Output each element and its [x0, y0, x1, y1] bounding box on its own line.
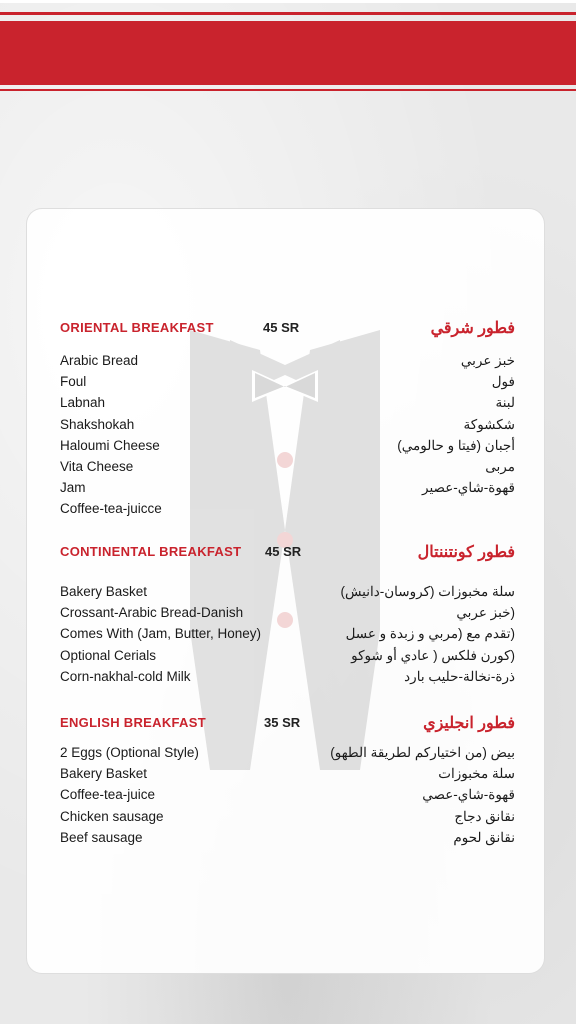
section-price: 45 SR	[263, 320, 300, 335]
list-item	[60, 766, 515, 787]
item-ar: مربى	[485, 458, 515, 474]
item-ar: فول	[491, 374, 515, 390]
item-ar: لبنة	[495, 395, 515, 411]
item-en: 2 Eggs (Optional Style)	[60, 745, 199, 760]
section-oriental-header	[60, 320, 515, 340]
list-item	[60, 669, 515, 690]
item-en: Haloumi Cheese	[60, 437, 160, 453]
list-item	[60, 374, 515, 395]
item-en: Labnah	[60, 395, 106, 411]
section-title-ar: فطور انجليزي	[423, 715, 515, 732]
header-red-band	[0, 21, 576, 85]
item-ar: (كورن فلكس ( عادي أو شوكو	[351, 647, 515, 663]
section-title-ar: فطور كونتننتال	[417, 544, 515, 561]
item-en: Optional Cerials	[60, 647, 157, 663]
item-ar: أجبان (فيتا و حالومي)	[397, 437, 515, 453]
list-item	[60, 395, 515, 416]
item-en: Crossant-Arabic Bread-Danish	[60, 605, 244, 621]
item-en: Foul	[60, 374, 87, 390]
list-item	[60, 584, 515, 605]
list-item	[60, 417, 515, 438]
list-item	[60, 648, 515, 669]
item-ar: خبز عربي	[460, 353, 515, 368]
item-en: Bakery Basket	[60, 584, 148, 599]
list-item	[60, 605, 515, 626]
item-ar: نقانق لحوم	[453, 829, 515, 845]
section-title-en: ORIENTAL BREAKFAST	[60, 320, 214, 335]
item-ar: ذرة-نخالة-حليب بارد	[404, 668, 515, 684]
section-price: 45 SR	[265, 544, 302, 559]
item-ar: (تقدم مع (مربي و زبدة و عسل	[345, 626, 515, 642]
item-ar: سلة مخبوزات	[438, 766, 515, 782]
section-english-header	[60, 715, 515, 735]
list-item	[60, 480, 515, 501]
item-ar: (خبز عربي	[456, 605, 515, 621]
item-ar: قهوة-شاي-عصي	[422, 787, 515, 803]
item-ar: نقانق دجاج	[454, 808, 515, 824]
item-en: Arabic Bread	[60, 353, 139, 368]
list-item	[60, 438, 515, 459]
list-item	[60, 830, 515, 851]
section-english-items	[60, 745, 515, 851]
section-title-en: ENGLISH BREAKFAST	[60, 715, 206, 730]
section-continental-items	[60, 584, 515, 690]
section-title-ar: فطور شرقي	[430, 320, 515, 337]
top-white-line	[0, 0, 576, 3]
item-en: Comes With (Jam, Butter, Honey)	[60, 626, 262, 642]
item-ar: شكشوكة	[463, 416, 515, 432]
item-ar: بيض (من اختياركم لطريقة الطهو)	[330, 745, 515, 760]
item-en: Jam	[60, 480, 86, 496]
item-en: Shakshokah	[60, 416, 135, 432]
item-en: Vita Cheese	[60, 458, 134, 474]
section-price: 35 SR	[264, 715, 301, 730]
list-item	[60, 353, 515, 374]
item-en: Chicken sausage	[60, 808, 164, 824]
item-en: Bakery Basket	[60, 766, 148, 782]
list-item	[60, 501, 515, 522]
item-en: Beef sausage	[60, 829, 143, 845]
header-red-underline	[0, 89, 576, 91]
list-item	[60, 809, 515, 830]
item-en: Coffee-tea-juicce	[60, 501, 162, 517]
list-item	[60, 626, 515, 647]
section-title-en: CONTINENTAL BREAKFAST	[60, 544, 242, 559]
item-en: Coffee-tea-juice	[60, 787, 156, 803]
list-item	[60, 745, 515, 766]
section-continental-header	[60, 544, 515, 564]
list-item	[60, 787, 515, 808]
section-oriental-items	[60, 353, 515, 523]
list-item	[60, 459, 515, 480]
item-en: Corn-nakhal-cold Milk	[60, 668, 191, 684]
item-ar: قهوة-شاي-عصير	[422, 480, 515, 496]
top-red-line	[0, 12, 576, 15]
item-ar: سلة مخبوزات (كروسان-دانيش)	[340, 584, 515, 599]
